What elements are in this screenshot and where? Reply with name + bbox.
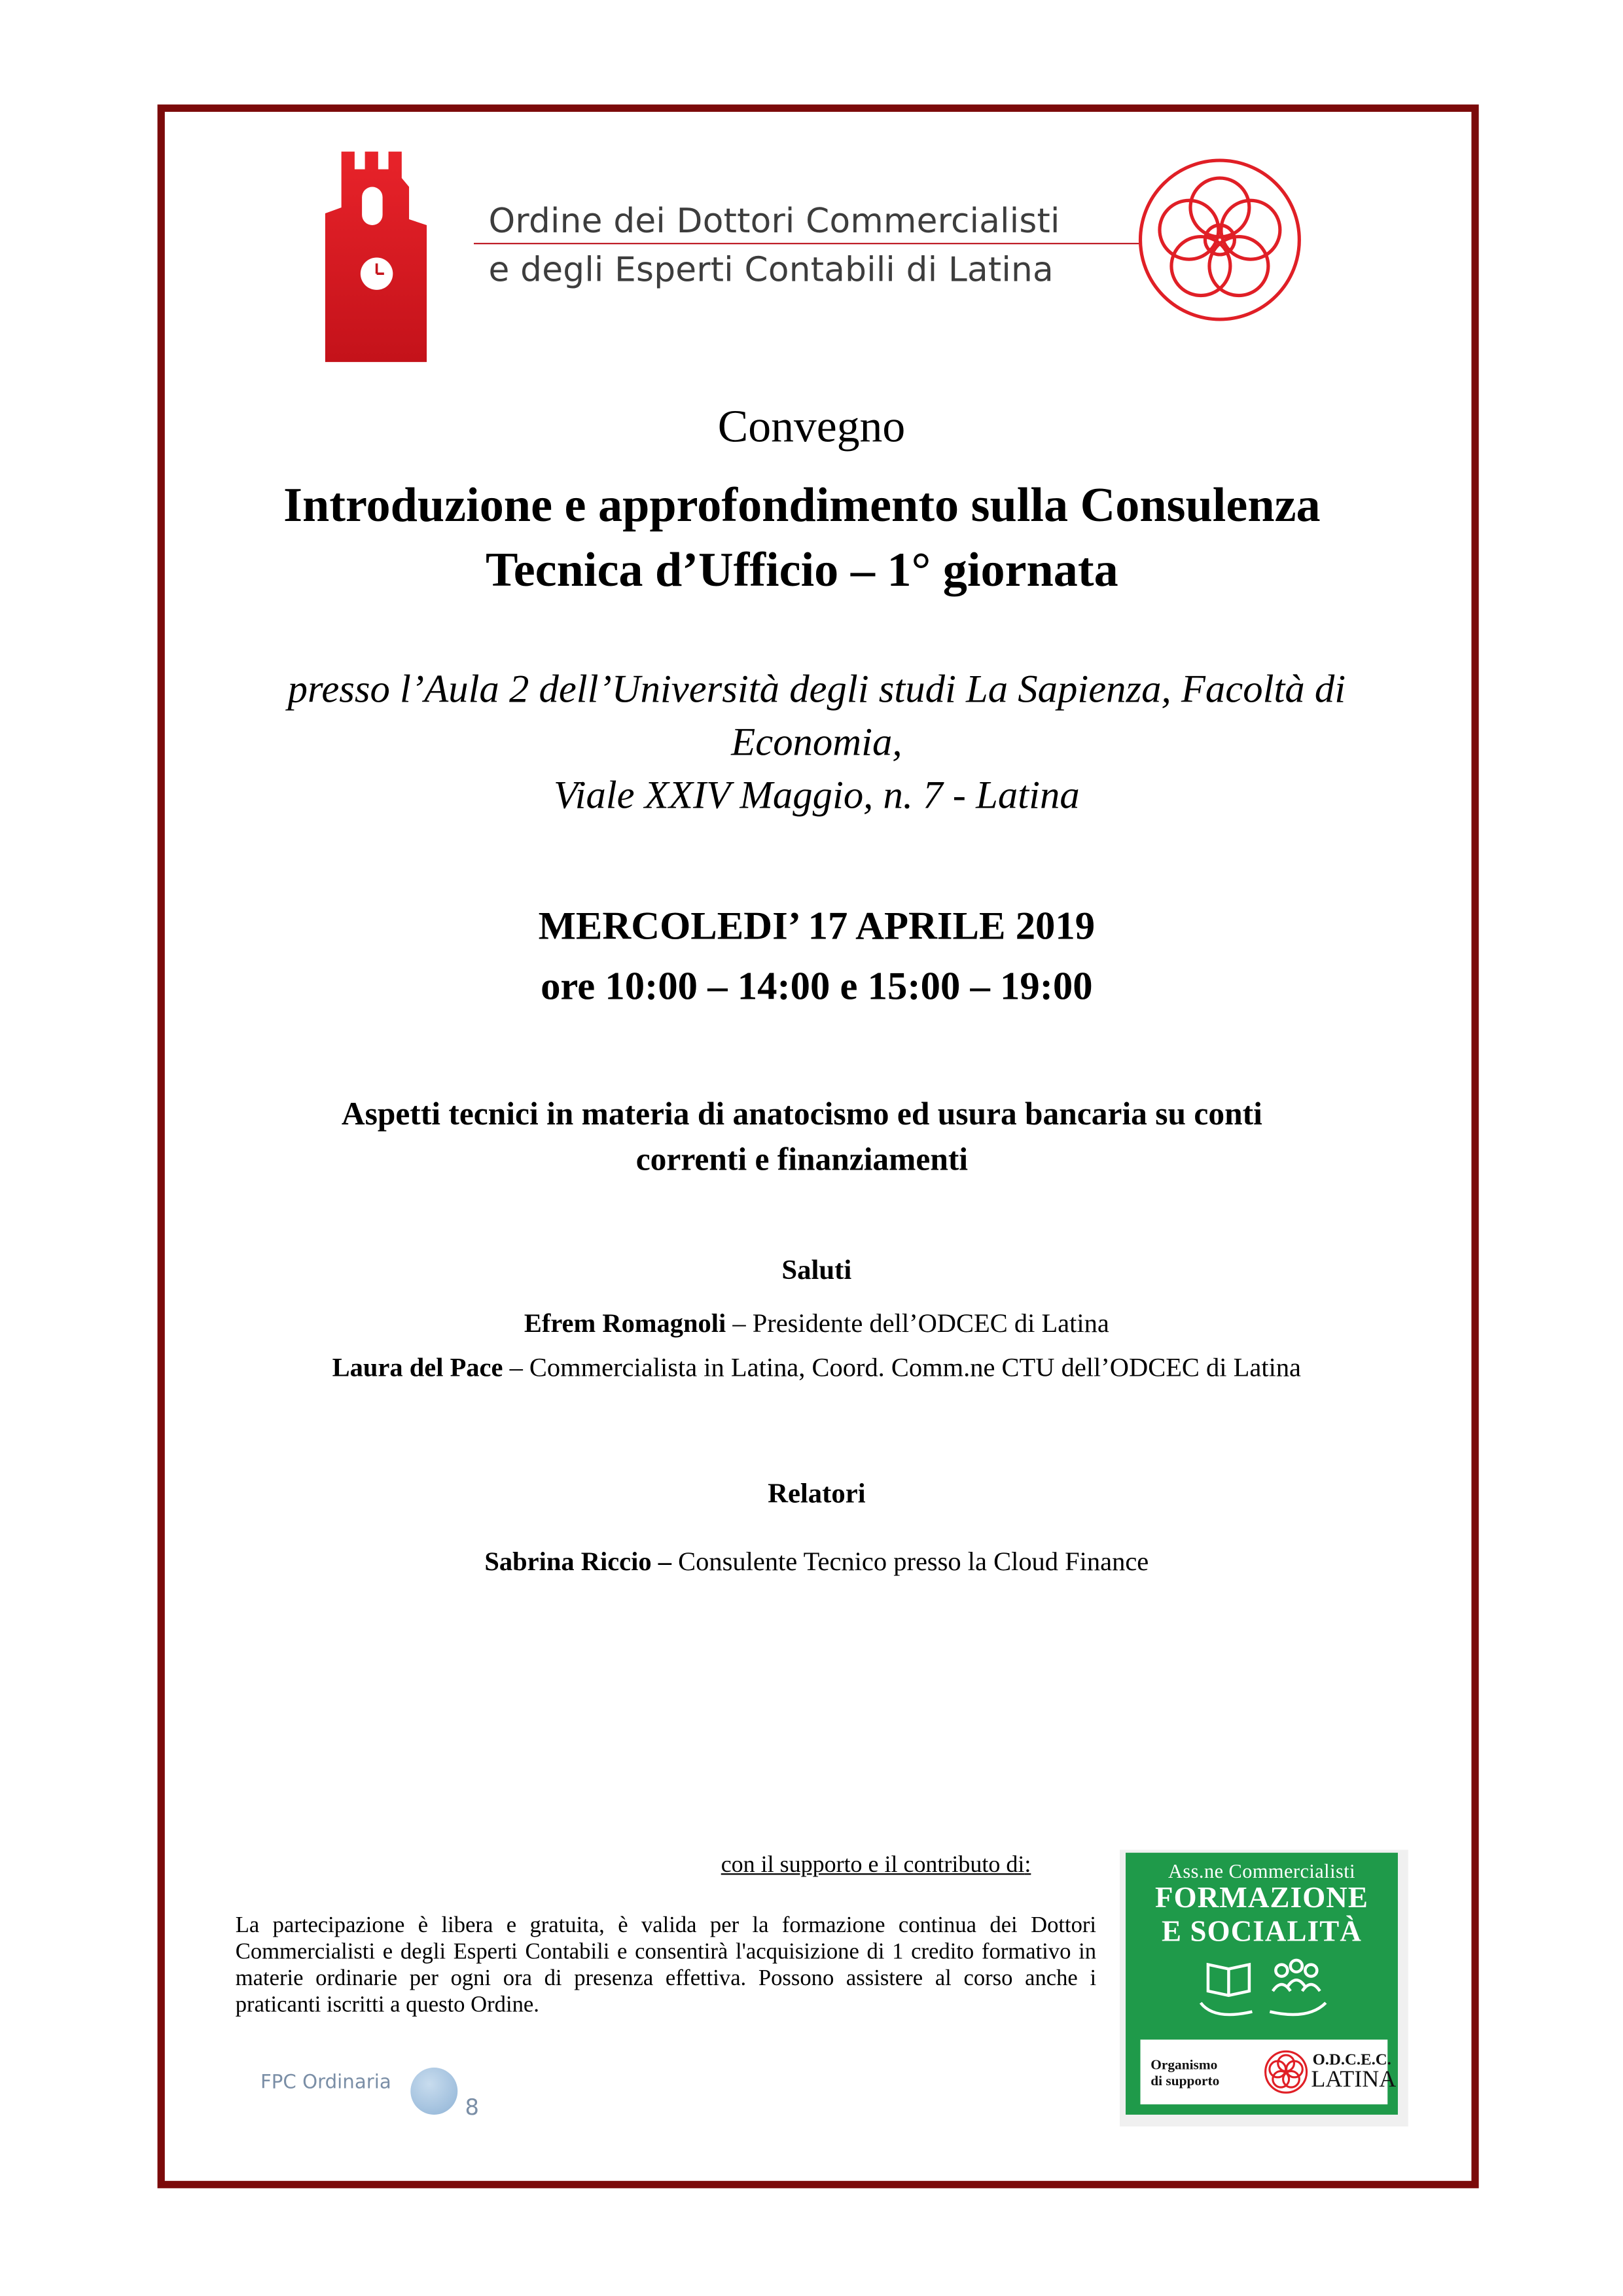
badge-org-label bbox=[1150, 2059, 1219, 2091]
event-date: MERCOLEDI’ 17 APRILE 2019 bbox=[538, 903, 1096, 948]
person-name: Efrem Romagnoli bbox=[524, 1308, 726, 1338]
badge-association: Ass.ne Commercialisti bbox=[1168, 1859, 1355, 1882]
rosette-small-icon bbox=[1264, 2050, 1308, 2094]
speaker-person-1 bbox=[0, 1547, 1623, 1577]
person-role: – Commercialista in Latina, Coord. Comm.ne CTU dell’ODCEC di Latina bbox=[503, 1352, 1302, 1382]
participation-note: La partecipazione è libera e gratuita, è valida per la formazione continua dei Dottori Commercialisti e degli Esperti Contabili e consentirà l'acquisizione di 1 credito formativo in materie ordinarie per ogni ora di presenza effettiva. Possono assistere al corso anche i praticanti iscritti a questo Ordine. bbox=[235, 1912, 1097, 2018]
fpc-circle-icon bbox=[410, 2068, 457, 2115]
person-name: Sabrina Riccio – bbox=[484, 1547, 672, 1577]
greeting-person-1 bbox=[0, 1308, 1623, 1339]
person-role: Consulente Tecnico presso la Cloud Finance bbox=[671, 1547, 1149, 1577]
org-name-line2: e degli Esperti Contabili di Latina bbox=[488, 251, 1054, 290]
topic-line-2: correnti e finanziamenti bbox=[635, 1140, 969, 1177]
sponsor-badge bbox=[1120, 1850, 1408, 2126]
book-and-people-hands-icon bbox=[1196, 1956, 1332, 2023]
greeting-person-2 bbox=[0, 1352, 1623, 1383]
person-name: Laura del Pace bbox=[332, 1352, 503, 1382]
event-hours: ore 10:00 – 14:00 e 15:00 – 19:00 bbox=[541, 963, 1093, 1009]
badge-org-city: LATINA bbox=[1311, 2068, 1397, 2093]
event-topic bbox=[221, 1090, 1383, 1181]
greetings-heading: Saluti bbox=[781, 1255, 852, 1287]
venue-line-1: presso l’Aula 2 dell’Università degli studi La Sapienza, Facoltà di bbox=[287, 666, 1346, 711]
org-name-line1: Ordine dei Dottori Commercialisti bbox=[488, 203, 1060, 242]
fpc-credits: 8 bbox=[465, 2094, 479, 2121]
logo-divider bbox=[474, 243, 1139, 244]
support-colon: : bbox=[1024, 1852, 1031, 1878]
rosette-emblem-icon bbox=[1136, 156, 1304, 323]
title-line-2: Tecnica d’Ufficio – 1° giornata bbox=[486, 544, 1118, 598]
speakers-heading: Relatori bbox=[768, 1479, 866, 1510]
support-label bbox=[721, 1853, 1031, 1879]
event-type: Convegno bbox=[717, 400, 906, 452]
badge-org-name: O.D.C.E.C. bbox=[1312, 2051, 1391, 2070]
badge-title-1: FORMAZIONE bbox=[1154, 1882, 1369, 1915]
venue-line-3: Viale XXIV Maggio, n. 7 - Latina bbox=[553, 772, 1080, 817]
support-text: con il supporto e il contributo di bbox=[721, 1852, 1025, 1878]
person-role: – Presidente dell’ODCEC di Latina bbox=[726, 1308, 1109, 1338]
badge-green-panel bbox=[1126, 1853, 1398, 2115]
org-label-line-2: di supporto bbox=[1150, 2075, 1220, 2090]
org-label-line-1: Organismo bbox=[1150, 2058, 1218, 2073]
clock-tower-logo-icon bbox=[324, 149, 430, 365]
fpc-label: FPC Ordinaria bbox=[260, 2072, 391, 2094]
badge-title-2: E SOCIALITÀ bbox=[1161, 1916, 1362, 1948]
event-title bbox=[132, 474, 1471, 603]
badge-support-panel bbox=[1141, 2039, 1397, 2104]
title-line-1: Introduzione e approfondimento sulla Consulenza bbox=[283, 479, 1321, 533]
venue-line-2: Economia, bbox=[731, 719, 902, 764]
venue bbox=[177, 662, 1457, 821]
topic-line-1: Aspetti tecnici in materia di anatocismo ed usura bancaria su conti bbox=[341, 1094, 1262, 1132]
